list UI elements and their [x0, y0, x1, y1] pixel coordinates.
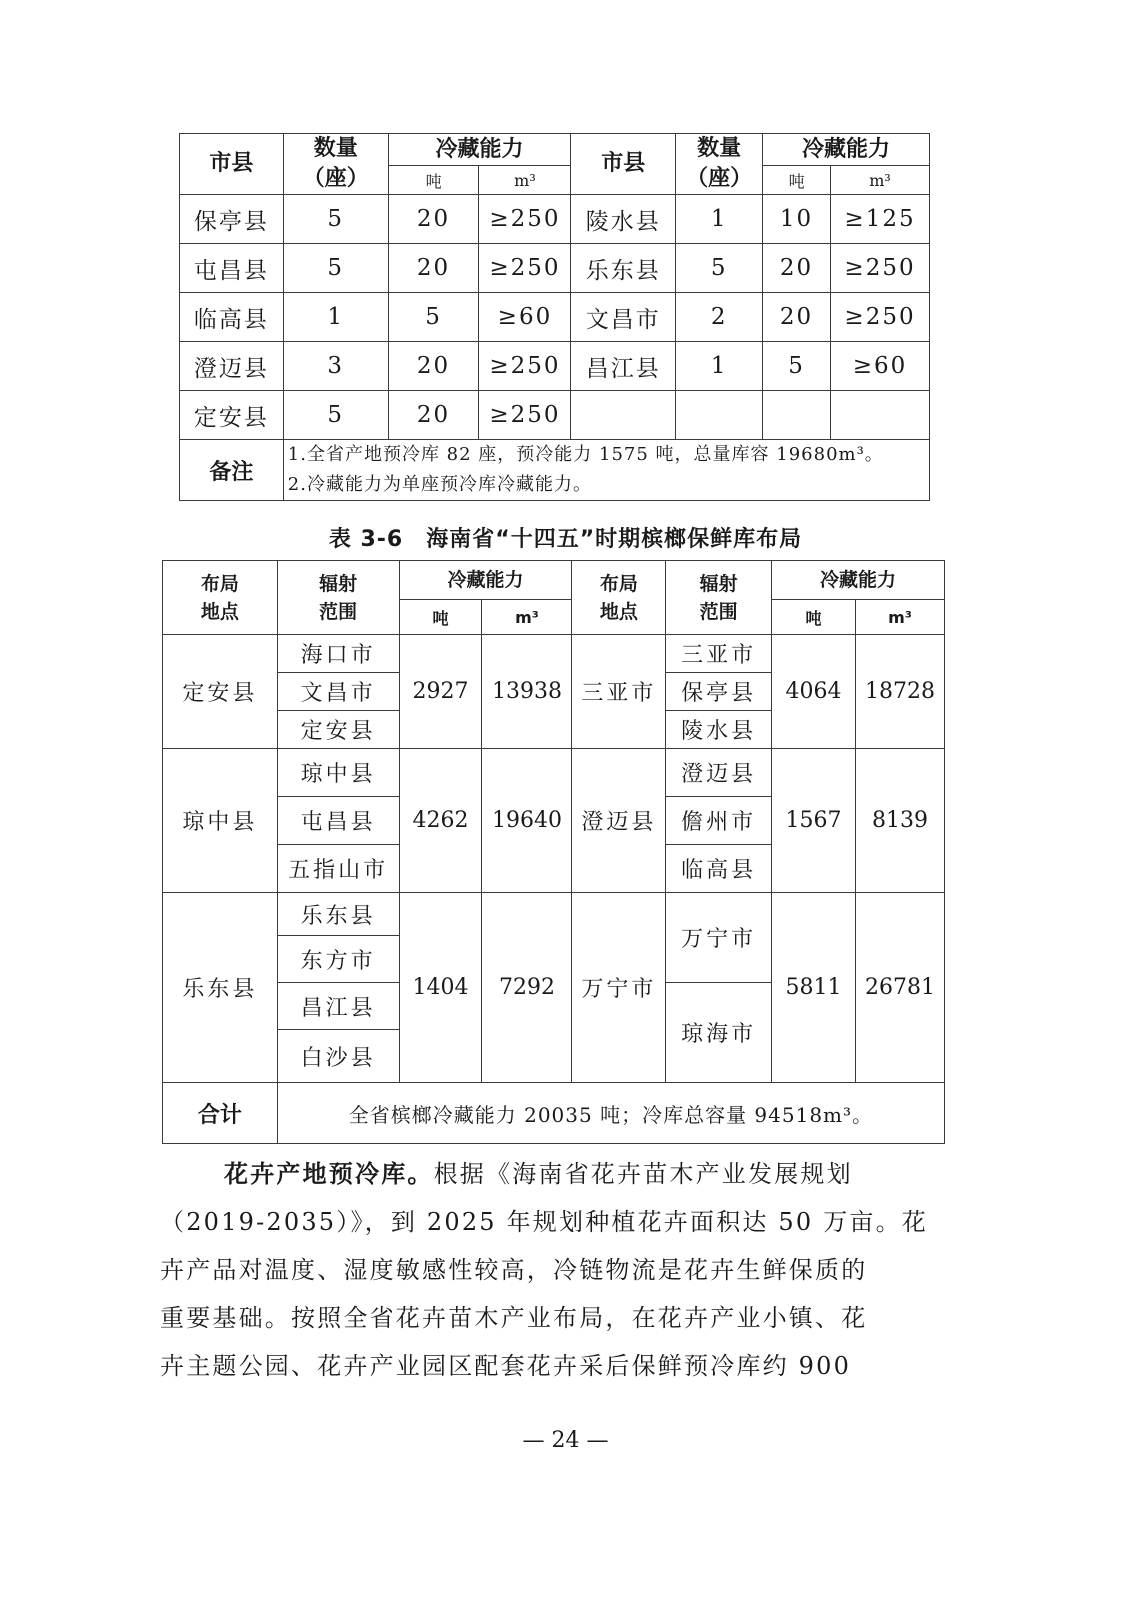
- cell-scope: 澄迈县: [666, 749, 772, 797]
- cell-scope: 文昌市: [277, 673, 399, 711]
- table-row: [180, 244, 930, 293]
- header-count-line1: 数量: [697, 136, 742, 161]
- cell-scope: 乐东县: [277, 893, 399, 936]
- cell-ton: 20: [388, 342, 479, 391]
- cell-m3: 18728: [855, 635, 944, 749]
- cell-scope: 琼中县: [277, 749, 399, 797]
- page-number: — 24 —: [522, 1428, 609, 1453]
- cell-m3: 8139: [855, 749, 944, 893]
- cell-m3: ≥250: [479, 244, 571, 293]
- cell-m3: ≥250: [831, 244, 930, 293]
- total-text: 全省槟榔冷藏能力 20035 吨；冷库总容量 94518m³。: [277, 1083, 944, 1144]
- total-label: 合计: [163, 1083, 278, 1144]
- cell-place: 三亚市: [572, 635, 666, 749]
- table-row: [180, 391, 930, 440]
- header-m3: m³: [482, 600, 572, 635]
- cell-count: 5: [283, 244, 388, 293]
- header-scope-line1: 辐射: [699, 572, 738, 595]
- cell-place: 琼中县: [163, 749, 278, 893]
- table-caption: 表 3-6 海南省“十四五”时期槟榔保鲜库布局: [328, 527, 803, 552]
- cell-scope: 海口市: [277, 635, 399, 673]
- cell-m3: ≥250: [479, 195, 571, 244]
- table-row: [180, 342, 930, 391]
- cell-city: 定安县: [180, 391, 284, 440]
- cell-place: 乐东县: [163, 893, 278, 1083]
- cell-place: 万宁市: [572, 893, 666, 1083]
- cell-scope: 白沙县: [277, 1030, 399, 1083]
- table-row: [163, 635, 945, 673]
- notes: [283, 440, 929, 501]
- cell-ton: 20: [388, 244, 479, 293]
- table-row: [163, 749, 945, 797]
- cell-scope: 昌江县: [277, 983, 399, 1030]
- paragraph-lead: 花卉产地预冷库。: [224, 1160, 434, 1188]
- header-scope-line1: 辐射: [319, 572, 358, 595]
- cell-place: 定安县: [163, 635, 278, 749]
- paragraph-line-text: 根据《海南省花卉苗木产业发展规划: [433, 1160, 853, 1188]
- table-row: [163, 893, 945, 936]
- cell-city: 陵水县: [571, 195, 676, 244]
- cell-ton: 20: [388, 391, 479, 440]
- cell-count: 3: [283, 342, 388, 391]
- header-place: [163, 561, 278, 635]
- cell-m3: [831, 391, 930, 440]
- cell-ton: 5811: [772, 893, 856, 1083]
- cell-city: [571, 391, 676, 440]
- cell-scope: 三亚市: [666, 635, 772, 673]
- cell-scope: 万宁市: [666, 893, 772, 983]
- note-line: 2.冷藏能力为单座预冷库冷藏能力。: [287, 474, 592, 495]
- cell-ton: 1567: [772, 749, 856, 893]
- cell-scope: 保亭县: [666, 673, 772, 711]
- cell-m3: ≥60: [831, 342, 930, 391]
- header-place-line2: 地点: [599, 600, 638, 623]
- header-place-line1: 布局: [200, 572, 239, 595]
- header-count-line2: （座）: [302, 166, 369, 191]
- paragraph-line: 卉产品对温度、湿度敏感性较高，冷链物流是花卉生鲜保质的: [160, 1256, 868, 1284]
- cell-ton: 20: [763, 244, 831, 293]
- cell-city: 临高县: [180, 293, 284, 342]
- header-ton: 吨: [399, 600, 482, 635]
- header-scope-line2: 范围: [699, 600, 738, 623]
- cell-count: 5: [283, 195, 388, 244]
- cell-city: 昌江县: [571, 342, 676, 391]
- header-capacity: 冷藏能力: [772, 561, 945, 600]
- cell-scope: 屯昌县: [277, 797, 399, 845]
- header-count-line1: 数量: [313, 136, 358, 161]
- header-m3: m³: [855, 600, 944, 635]
- cell-scope: 儋州市: [666, 797, 772, 845]
- cell-city: 文昌市: [571, 293, 676, 342]
- cell-count: 1: [676, 195, 763, 244]
- header-place-line2: 地点: [200, 600, 239, 623]
- cell-ton: 4064: [772, 635, 856, 749]
- cell-m3: 19640: [482, 749, 572, 893]
- header-scope: [277, 561, 399, 635]
- cell-place: 澄迈县: [572, 749, 666, 893]
- cell-ton: 20: [388, 195, 479, 244]
- cell-m3: 13938: [482, 635, 572, 749]
- header-capacity: 冷藏能力: [763, 134, 930, 166]
- cell-scope: 五指山市: [277, 845, 399, 893]
- header-count-line2: （座）: [686, 166, 753, 191]
- cell-ton: 5: [763, 342, 831, 391]
- header-count: [283, 134, 388, 195]
- header-scope-line2: 范围: [319, 600, 358, 623]
- paragraph-line: （2019-2035）》，到 2025 年规划种植花卉面积达 50 万亩。花: [160, 1208, 928, 1236]
- cell-m3: ≥250: [479, 391, 571, 440]
- cell-city: 乐东县: [571, 244, 676, 293]
- cell-count: [676, 391, 763, 440]
- header-ton: 吨: [763, 166, 831, 195]
- cell-ton: 10: [763, 195, 831, 244]
- header-capacity: 冷藏能力: [388, 134, 571, 166]
- header-ton: 吨: [772, 600, 856, 635]
- header-capacity: 冷藏能力: [399, 561, 572, 600]
- cell-scope: 陵水县: [666, 711, 772, 749]
- header-scope: [666, 561, 772, 635]
- header-place: [572, 561, 666, 635]
- header-m3: m³: [479, 166, 571, 195]
- cell-scope: 东方市: [277, 936, 399, 983]
- total-row: [163, 1083, 945, 1144]
- header-city: 市县: [180, 134, 284, 195]
- cell-m3: ≥250: [479, 342, 571, 391]
- header-city: 市县: [571, 134, 676, 195]
- header-ton: 吨: [388, 166, 479, 195]
- cell-scope: 临高县: [666, 845, 772, 893]
- paragraph-line: 卉主题公园、花卉产业园区配套花卉采后保鲜预冷库约 900: [160, 1352, 852, 1380]
- note-line: 1.全省产地预冷库 82 座，预冷能力 1575 吨，总量库容 19680m³。: [287, 444, 884, 465]
- cell-ton: 20: [763, 293, 831, 342]
- table-row: [180, 293, 930, 342]
- cell-ton: 2927: [399, 635, 482, 749]
- notes-label: 备注: [180, 440, 284, 501]
- cell-ton: [763, 391, 831, 440]
- header-place-line1: 布局: [599, 572, 638, 595]
- cell-scope: 琼海市: [666, 983, 772, 1083]
- cell-scope: 定安县: [277, 711, 399, 749]
- cell-count: 5: [676, 244, 763, 293]
- cell-count: 5: [283, 391, 388, 440]
- paragraph-line: [160, 1150, 950, 1198]
- cell-city: 澄迈县: [180, 342, 284, 391]
- cell-m3: ≥125: [831, 195, 930, 244]
- cell-m3: 7292: [482, 893, 572, 1083]
- table-row: [180, 195, 930, 244]
- cell-ton: 1404: [399, 893, 482, 1083]
- cell-count: 1: [676, 342, 763, 391]
- precooling-storage-table: [179, 133, 930, 501]
- cell-ton: 5: [388, 293, 479, 342]
- paragraph-line: 重要基础。按照全省花卉苗木产业布局，在花卉产业小镇、花: [160, 1304, 868, 1332]
- header-count: [676, 134, 763, 195]
- cell-city: 保亭县: [180, 195, 284, 244]
- cell-m3: ≥250: [831, 293, 930, 342]
- cell-count: 1: [283, 293, 388, 342]
- cell-count: 2: [676, 293, 763, 342]
- cell-city: 屯昌县: [180, 244, 284, 293]
- header-m3: m³: [831, 166, 930, 195]
- cell-ton: 4262: [399, 749, 482, 893]
- betel-nut-storage-table: [162, 560, 945, 1144]
- cell-m3: ≥60: [479, 293, 571, 342]
- cell-m3: 26781: [855, 893, 944, 1083]
- notes-row: [180, 440, 930, 501]
